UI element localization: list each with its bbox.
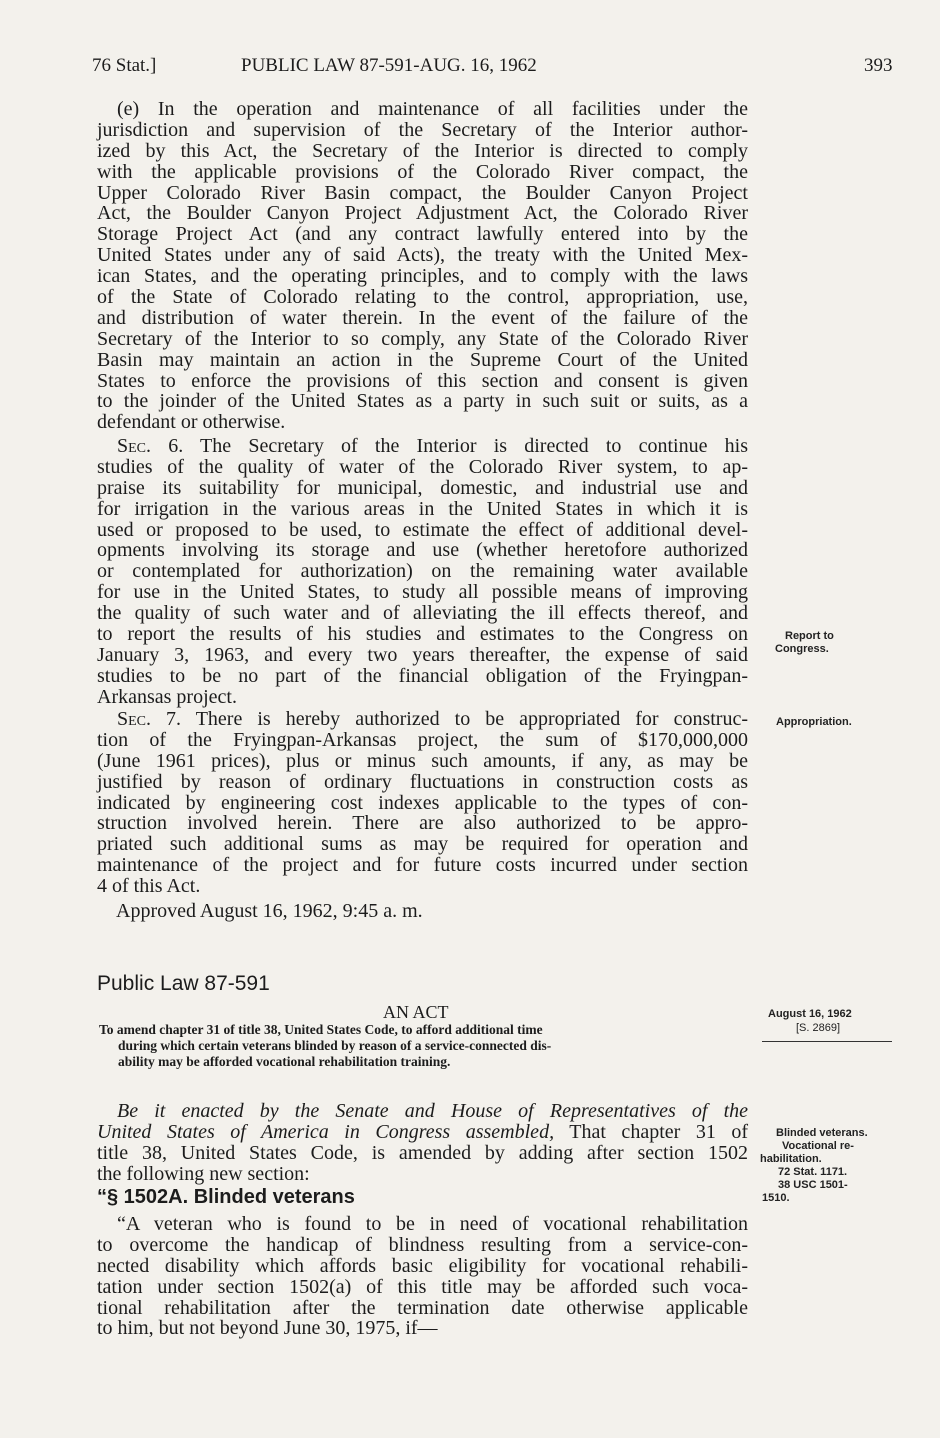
margin-blinded-2: Vocational re- <box>782 1140 854 1152</box>
enacting-line-2 <box>97 1122 748 1143</box>
sec-new-line: “A veteran who is found to be in need of vocational rehabilitation <box>117 1213 748 1235</box>
enacting-line-4: the following new section: <box>97 1162 310 1185</box>
sec-e-line: with the applicable provisions of the Colorado River compact, the <box>97 160 748 183</box>
sec-6-line: studies of the quality of water of the Colorado River system, to ap- <box>97 455 748 478</box>
section-6-paragraph <box>97 436 748 708</box>
sec-e-line: Storage Project Act (and any contract lawfully entered into by the <box>97 223 748 246</box>
section-7-paragraph <box>97 709 748 897</box>
sec-e-line: Basin may maintain an action in the Supreme Court of the United <box>97 348 748 371</box>
sec-6-line: the quality of such water and of alleviating the ill effects thereof, and <box>97 602 748 625</box>
section-prefix: Sec. <box>117 435 152 457</box>
sec-6-line: opments involving its storage and use (whether heretofore authorized <box>97 539 748 562</box>
section-e-paragraph <box>97 99 748 433</box>
sec-6-line: Sec. 6. The Secretary of the Interior is directed to continue his <box>117 435 748 457</box>
sec-6-line: praise its suitability for municipal, domestic, and industrial use and <box>97 476 748 499</box>
enacting-clause <box>97 1101 748 1185</box>
act-summary-first-line: To amend chapter 31 of title 38, United States Code, to afford additional time <box>99 1022 543 1037</box>
sec-e-line: to the joinder of the United States as a party in such suit or suits, as a <box>97 390 748 413</box>
stat-reference: 76 Stat.] <box>92 55 157 76</box>
sec-6-line: used or proposed to be used, to estimate the effect of additional devel- <box>97 518 748 541</box>
sec-new-line: to overcome the handicap of blindness resulting from a service-con- <box>97 1233 748 1256</box>
sec-7-line: indicated by engineering cost indexes applicable to the types of con- <box>97 791 748 814</box>
sec-new-line: nected disability which affords basic eligibility for vocational rehabili- <box>97 1254 748 1277</box>
margin-note-date: August 16, 1962 <box>768 1008 852 1020</box>
page-number: 393 <box>864 55 893 76</box>
sec-e-line: States to enforce the provisions of this section and consent is given <box>97 369 748 392</box>
sec-e-line: Secretary of the Interior to so comply, any State of the Colorado River <box>97 327 748 350</box>
sec-e-line: Upper Colorado River Basin compact, the Boulder Canyon Project <box>97 181 748 204</box>
margin-blinded-3: habilitation. <box>760 1153 822 1165</box>
sec-6-line: studies to be no part of the financial obligation of the Fryingpan- <box>97 664 748 687</box>
enacting-line-3: title 38, United States Code, is amended by adding after section 1502 <box>97 1141 748 1164</box>
act-summary-line-2: during which certain veterans blinded by reason of a service-connected dis- <box>118 1038 552 1053</box>
sec-7-line: justified by reason of ordinary fluctuations in construction costs as <box>97 770 748 793</box>
sec-6-line: for irrigation in the various areas in the United States in which it is <box>97 497 748 520</box>
sec-e-line: jurisdiction and supervision of the Secretary of the Interior author- <box>97 118 748 141</box>
margin-note-report <box>775 630 834 656</box>
sec-new-line: to him, but not beyond June 30, 1975, if— <box>97 1317 438 1340</box>
public-law-title: Public Law 87-591 <box>97 972 270 995</box>
margin-blinded-5: 38 USC 1501- <box>778 1179 848 1191</box>
sec-e-line: Act, the Boulder Canyon Project Adjustment Act, the Colorado River <box>97 202 748 225</box>
margin-note-blinded <box>760 1127 868 1205</box>
sec-e-line: of the State of Colorado relating to the control, appropriation, use, <box>97 286 748 309</box>
margin-note-appropriation: Appropriation. <box>776 716 852 728</box>
margin-blinded-4: 72 Stat. 1171. <box>778 1166 848 1178</box>
margin-rule <box>762 1041 892 1042</box>
margin-blinded-1: Blinded veterans. <box>776 1127 868 1139</box>
sec-6-line: January 3, 1963, and every two years thereafter, the expense of said <box>97 643 748 666</box>
sec-6-line: Arkansas project. <box>97 685 237 708</box>
sec-7-line: priated such additional sums as may be required for operation and <box>97 833 748 856</box>
sec-7-line: struction involved herein. There are also authorized to be appro- <box>97 812 748 835</box>
sec-7-line: maintenance of the project and for future costs incurred under section <box>97 854 748 877</box>
margin-report-line-2: Congress. <box>775 643 829 655</box>
new-section-heading: “§ 1502A. Blinded veterans <box>97 1186 355 1208</box>
sec-e-line: defendant or otherwise. <box>97 411 286 434</box>
sec-new-line: tation under section 1502(a) of this title may be afforded such voca- <box>97 1275 748 1298</box>
sec-6-line: for use in the United States, to study all possible means of improving <box>97 581 748 604</box>
enacting-tail-2: That chapter 31 of <box>554 1120 749 1143</box>
page-title: PUBLIC LAW 87-591-AUG. 16, 1962 <box>241 55 537 76</box>
sec-7-line: Sec. 7. There is hereby authorized to be appropriated for construc- <box>117 708 748 730</box>
sec-e-line: ican States, and the operating principles, and to comply with the laws <box>97 265 748 288</box>
sec-e-line: and distribution of water therein. In the event of the failure of the <box>97 306 748 329</box>
enacting-line-1: Be it enacted by the Senate and House of Representatives of the <box>117 1100 748 1122</box>
act-summary-line-3: ability may be afforded vocational rehabilitation training. <box>118 1054 451 1069</box>
margin-blinded-6: 1510. <box>762 1192 790 1204</box>
sec-7-line: (June 1961 prices), plus or minus such amounts, if any, as may be <box>97 749 748 772</box>
sec-e-line: United States under any of said Acts), the treaty with the United Mex- <box>97 244 748 267</box>
approval-line: Approved August 16, 1962, 9:45 a. m. <box>116 900 423 922</box>
sec-6-line: to report the results of his studies and estimates to the Congress on <box>97 623 748 646</box>
margin-report-line-1: Report to <box>785 630 834 642</box>
sec-e-line: ized by this Act, the Secretary of the Interior is directed to comply <box>97 139 748 162</box>
sec-7-line: tion of the Fryingpan-Arkansas project, the sum of $170,000,000 <box>97 728 748 751</box>
an-act-heading: AN ACT <box>383 1002 449 1022</box>
sec-new-line: tional rehabilitation after the termination date otherwise applicable <box>97 1296 748 1319</box>
enacting-italic-2: United States of America in Congress assembled, <box>97 1120 555 1143</box>
section-prefix: Sec. <box>117 708 152 730</box>
sec-7-line: 4 of this Act. <box>97 875 201 898</box>
sec-e-line: (e) In the operation and maintenance of all facilities under the <box>117 98 748 120</box>
new-section-paragraph <box>97 1214 748 1339</box>
margin-note-bill: [S. 2869] <box>796 1022 841 1034</box>
sec-6-line: or contemplated for authorization) on the remaining water available <box>97 560 748 583</box>
